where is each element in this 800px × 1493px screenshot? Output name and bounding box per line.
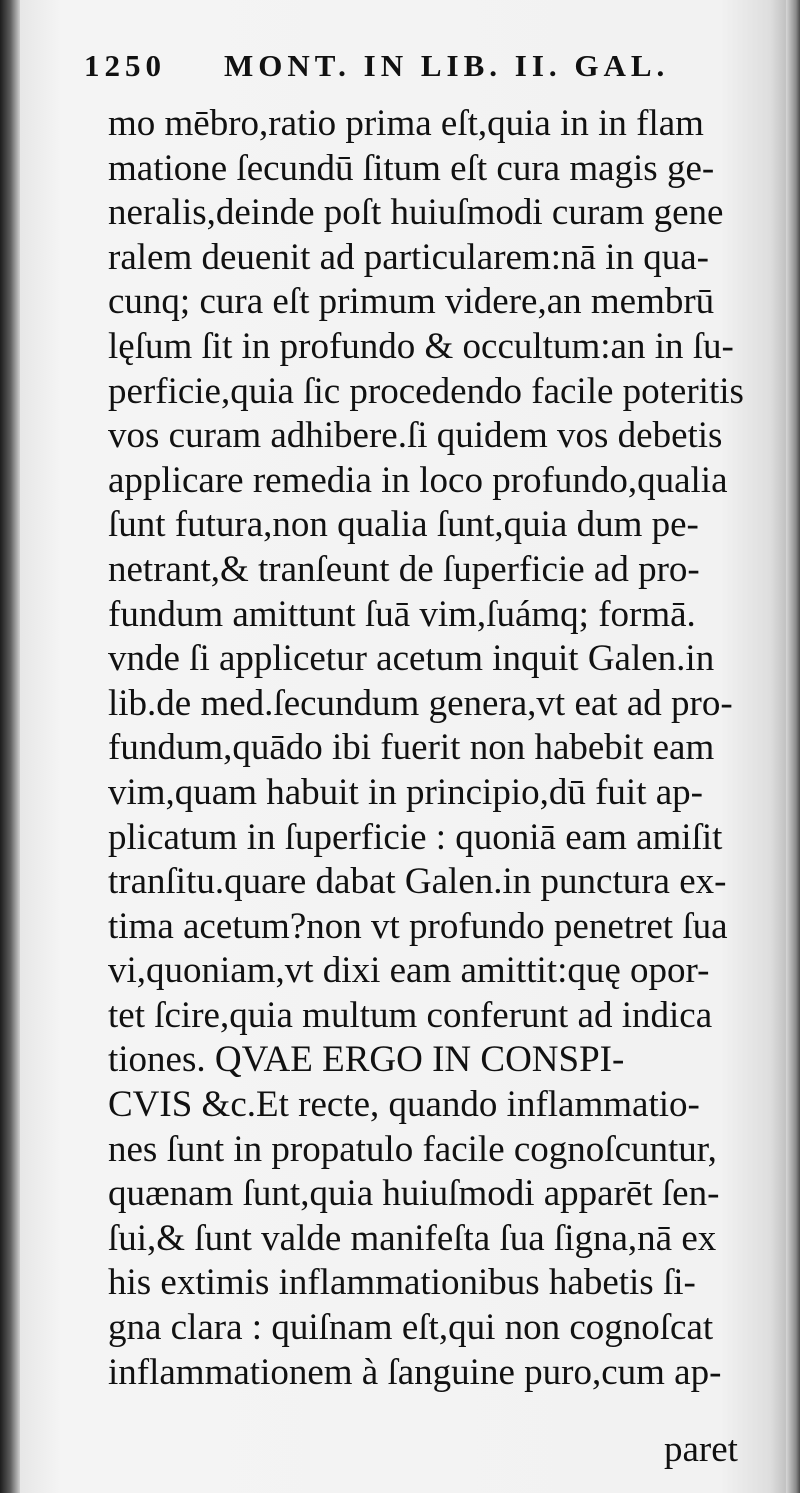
text-line: fundum,quādo ibi fuerit non habebit eam [108,727,715,769]
text-line: nes ſunt in propatulo facile cognoſcuntur, [108,1128,717,1170]
text-line: tet ſcire,quia multum conferunt ad indica [108,994,713,1036]
text-line: ſui,& ſunt valde manifeſta ſua ſigna,nā ex [108,1217,717,1259]
text-line: perficie,quia ſic procedendo facile poteritis [108,370,744,412]
text-line: tranſitu.quare dabat Galen.in punctura ex- [108,861,727,903]
text-line: vim,quam habuit in principio,dū fuit ap- [108,771,703,813]
text-line: matione ſecundū ſitum eſt cura magis ge- [108,147,715,189]
text-line: vnde ſi applicetur acetum inquit Galen.in [108,638,715,680]
page-number: 1250 [84,48,166,83]
main-text-block [108,102,778,1422]
text-line: ſunt futura,non qualia ſunt,quia dum pe- [108,504,699,546]
text-line: quænam ſunt,quia huiuſmodi apparēt ſen- [108,1173,720,1215]
text-line: CVIS &c.Et recte, quando inflammatio- [108,1084,700,1126]
page-gutter-shadow [0,0,20,1493]
text-line: his extimis inflammationibus habetis ſi- [108,1262,696,1304]
text-line: neralis,deinde poſt huiuſmodi curam gene [108,192,724,234]
text-line: inflammationem à ſanguine puro,cum ap- [108,1351,722,1393]
text-line: mo mēbro,ratio prima eſt,quia in in flam [108,103,704,144]
text-line: tiones. QVAE ERGO IN CONSPI- [108,1039,625,1081]
catchword: paret [664,1429,738,1470]
text-line: ralem deuenit ad particularem:nā in qua- [108,236,709,278]
text-line: tima acetum?non vt profundo penetret ſua [108,905,728,947]
text-line: vi,quoniam,vt dixi eam amittit:quę opor- [108,950,710,992]
text-line: gna clara : quiſnam eſt,qui non cognoſcat [108,1307,714,1349]
text-line: applicare remedia in loco profundo,qualia [108,459,728,501]
running-title: MONT. IN LIB. II. GAL. [224,48,670,83]
text-line: fundum amittunt ſuā vim,ſuámq; formā. [108,593,696,635]
text-line: lęſum ſit in profundo & occultum:an in ſu- [108,325,734,367]
page-header [84,38,764,98]
text-line: cunq; cura eſt primum videre,an membrū [108,281,715,323]
text-line: netrant,& tranſeunt de ſuperficie ad pro- [108,548,700,590]
text-line: plicatum in ſuperficie : quoniā eam amiſit [108,816,723,858]
text-line: vos curam adhibere.ſi quidem vos debetis [108,415,723,457]
page-edge-shadow [786,0,800,1493]
text-line: lib.de med.ſecundum genera,vt eat ad pro- [108,682,733,724]
